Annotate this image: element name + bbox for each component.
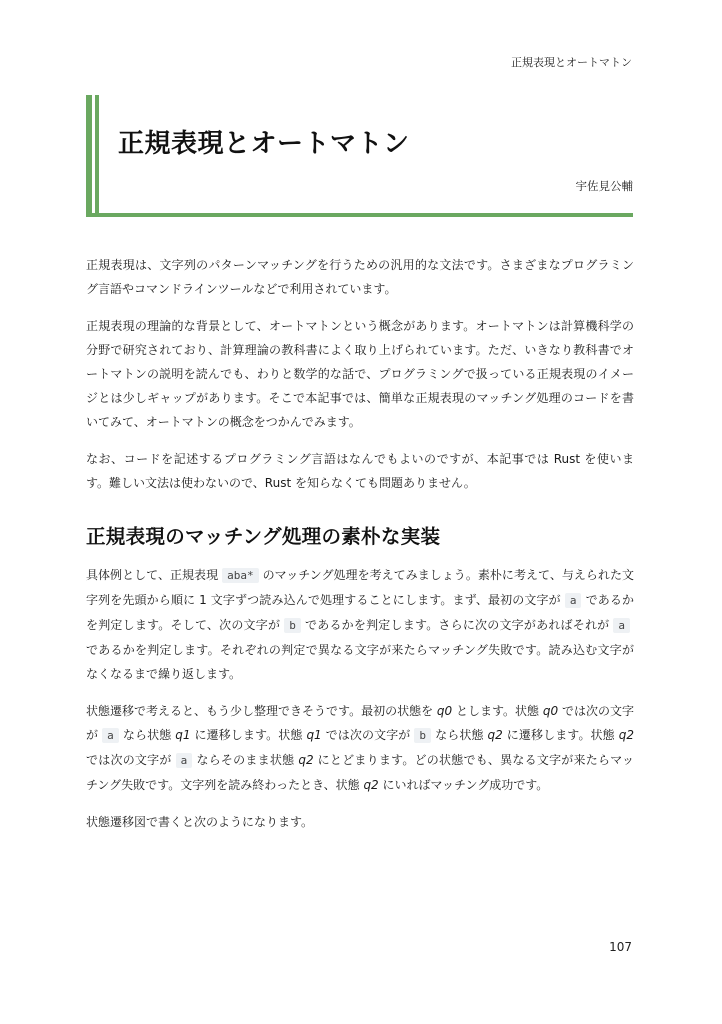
state-label: q2 [487, 728, 503, 742]
chapter-title-block [86, 95, 633, 217]
title-accent-bar-inner [95, 95, 99, 217]
inline-code-char: a [565, 593, 582, 608]
intro-paragraph-2: 正規表現の理論的な背景として、オートマトンという概念があります。オートマトンは計算機科学の分野で研究されており、計算理論の教科書によく取り上げられています。ただ、いきなり教科書でオートマトンの説明を読んでも、わりと数学的な話で、プログラミングで扱っている正規表現のイメージとは少しギャップがあります。そこで本記事では、簡単な正規表現のマッチング処理のコードを書いてみて、オートマトンの概念をつかんでみます。 [86, 319, 634, 429]
inline-code-char: b [284, 618, 301, 633]
state-label: q0 [436, 704, 453, 718]
text-span: では次の文字が [86, 704, 634, 742]
section-paragraph-3: 状態遷移図で書くと次のようになります。 [86, 815, 314, 829]
state-label: q1 [175, 728, 191, 742]
text-span: に遷移します。状態 [194, 728, 303, 742]
text-span: のマッチング処理を考えてみましょう。素朴に考えて、与えられた文字列を先頭から順に 1 文字ずつ読み込んで処理することにします。まず、最初の文字が [86, 568, 634, 607]
text-span: とします。状態 [456, 704, 540, 718]
text-span: にいればマッチング成功です。 [382, 778, 549, 792]
inline-code-char: b [414, 728, 431, 743]
text-span: に遷移します。状態 [506, 728, 615, 742]
state-label: q1 [306, 728, 322, 742]
inline-code-char: a [613, 618, 630, 633]
inline-code-char: a [102, 728, 119, 743]
text-span: なら状態 [122, 728, 172, 742]
intro-paragraph-3: なお、コードを記述するプログラミング言語はなんでもよいのですが、本記事では Rust を使います。難しい文法は使わないので、Rust を知らなくても問題ありません。 [86, 452, 634, 490]
section-paragraph-1 [86, 563, 634, 686]
author-name: 宇佐見公輔 [575, 179, 633, 193]
state-label: q2 [298, 753, 314, 767]
text-span: ならそのまま状態 [196, 753, 295, 767]
title-accent-bar [86, 95, 92, 217]
text-span: では次の文字が [325, 728, 411, 742]
text-span: であるかを判定します。そして、次の文字が [86, 593, 634, 632]
section-paragraph-2 [86, 699, 634, 797]
text-span: なら状態 [435, 728, 484, 742]
chapter-title: 正規表現とオートマトン [118, 129, 410, 159]
article-body [86, 253, 634, 847]
inline-code-char: a [176, 753, 193, 768]
text-span: であるかを判定します。それぞれの判定で異なる文字が来たらマッチング失敗です。読み込む文字がなくなるまで繰り返します。 [86, 643, 634, 681]
text-span: 状態遷移で考えると、もう少し整理できそうです。最初の状態を [86, 704, 434, 718]
intro-paragraph-1: 正規表現は、文字列のパターンマッチングを行うための汎用的な文法です。さまざまなプログラミング言語やコマンドラインツールなどで利用されています。 [86, 258, 634, 296]
state-label: q2 [618, 728, 634, 742]
running-header: 正規表現とオートマトン [511, 56, 632, 69]
state-label: q2 [363, 778, 379, 792]
text-span: では次の文字が [86, 753, 172, 767]
text-span: であるかを判定します。さらに次の文字があればそれが [304, 618, 610, 632]
title-underline [86, 213, 633, 217]
page-number: 107 [609, 940, 632, 954]
inline-code-regex: aba* [222, 568, 259, 583]
text-span: にとどまります。どの状態でも、異なる文字が来たらマッチング失敗です。文字列を読み終わったとき、状態 [86, 753, 634, 792]
state-label: q0 [542, 704, 559, 718]
text-span: 具体例として、正規表現 [86, 568, 219, 582]
section-heading: 正規表現のマッチング処理の素朴な実装 [86, 525, 441, 548]
